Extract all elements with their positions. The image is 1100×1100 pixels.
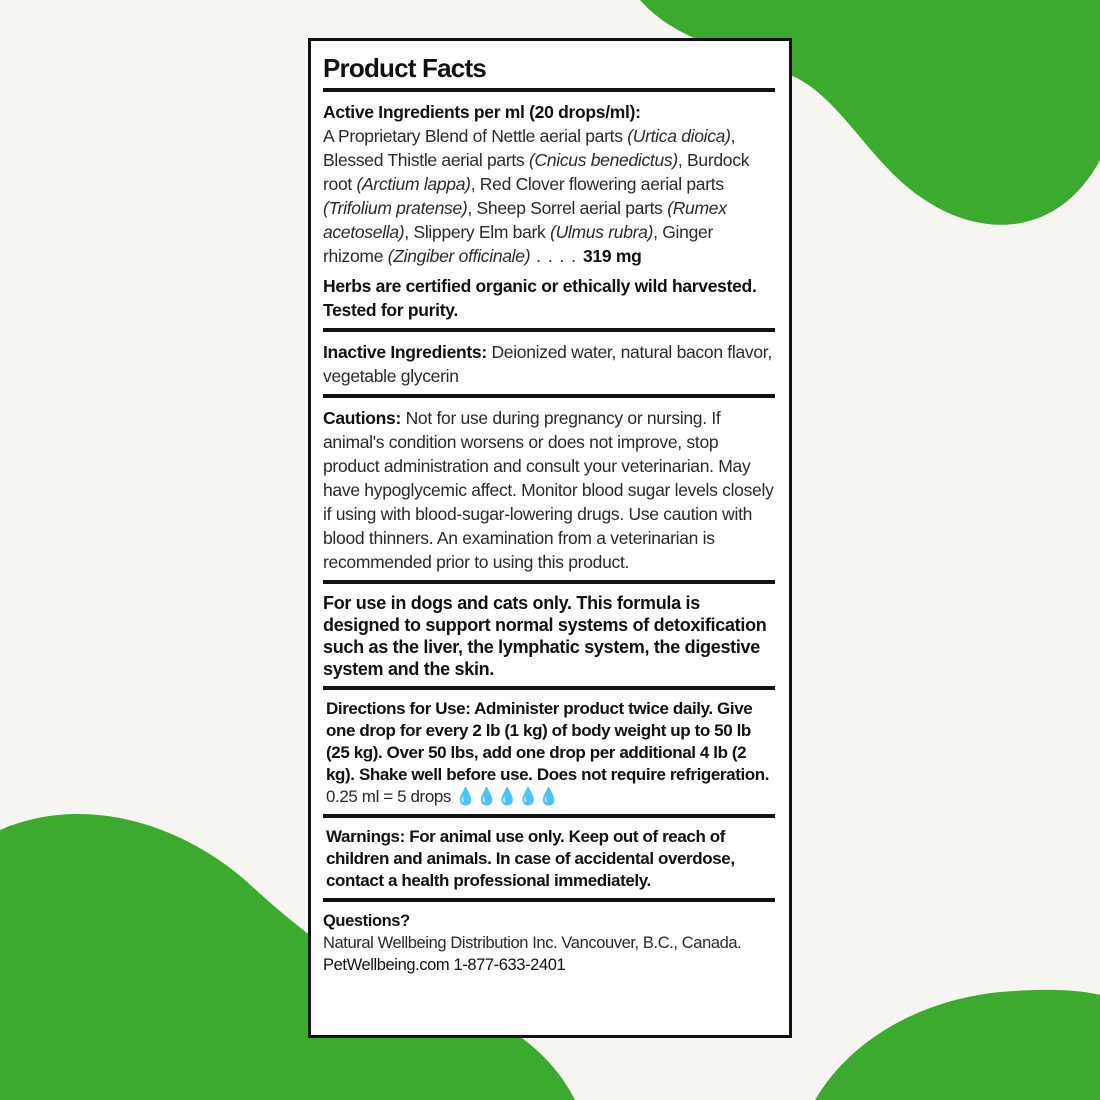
latin-name: (Ulmus rubra) [550, 222, 654, 242]
latin-name: (Urtica dioica) [627, 126, 731, 146]
directions-text [323, 698, 775, 808]
cautions-section [323, 406, 775, 580]
divider [323, 686, 775, 690]
questions-label: Questions? [323, 912, 410, 930]
divider [323, 394, 775, 398]
divider [323, 814, 775, 818]
directions-value: Directions for Use: Administer product twice daily. Give one drop for every 2 lb (1 kg) of body weight up to 50 lb (25 kg). Over 50 lbs, add one drop per additional 4 lb (2 kg). Shake well before use. Does not require refrigeration. [326, 699, 770, 784]
contact-info: PetWellbeing.com 1-877-633-2401 [323, 956, 566, 974]
ingredient-text: , Red Clover flowering aerial parts [470, 174, 724, 194]
active-ingredients-text [323, 124, 775, 268]
directions-section [323, 698, 775, 814]
ingredient-text: , Sheep Sorrel aerial parts [467, 198, 668, 218]
ingredient-text: A Proprietary Blend of Nettle aerial parts [323, 126, 628, 146]
ingredient-text: , Ginger rhizome [323, 222, 713, 266]
inactive-ingredients-value: Deionized water, natural bacon flavor, vegetable glycerin [323, 342, 772, 386]
warnings-label: Warnings: [326, 827, 405, 846]
water-drop-icon: 💧💧💧💧💧 [455, 787, 560, 806]
inactive-ingredients-section [323, 340, 775, 394]
latin-name: (Cnicus benedictus) [528, 150, 678, 170]
ingredient-text: , Blessed Thistle aerial parts [323, 126, 736, 170]
use-statement: For use in dogs and cats only. This formula is designed to support normal systems of detoxification such as the liver, the lymphatic system, the digestive system and the skin. [323, 593, 767, 679]
active-ingredients-heading: Active Ingredients per ml (20 drops/ml): [323, 102, 641, 122]
ingredient-text: , Slippery Elm bark [404, 222, 551, 242]
cautions-label: Cautions: [323, 408, 401, 428]
use-statement-section [323, 592, 775, 686]
latin-name: (Zingiber officinale) [387, 246, 531, 266]
latin-name: (Arctium lappa) [356, 174, 471, 194]
latin-name: (Trifolium pratense) [323, 198, 468, 218]
inactive-ingredients-label: Inactive Ingredients: [323, 342, 487, 362]
inactive-ingredients-text [323, 340, 775, 388]
cautions-value: Not for use during pregnancy or nursing. If animal's condition worsens or does not improve, stop product administration and consult your veterinarian. May have hypoglycemic affect. Monitor blood sugar levels closely if using with blood-sugar-lowering drugs. Use caution with blood thinners. An examination from a veterinarian is recommended prior to using this product. [323, 408, 774, 572]
panel-title: Product Facts [323, 53, 486, 83]
latin-name: (Rumex acetosella) [323, 198, 727, 242]
green-blob-bottom-right [815, 990, 1100, 1100]
blend-amount: 319 mg [583, 246, 642, 266]
divider [323, 580, 775, 584]
herbs-note: Herbs are certified organic or ethically wild harvested. Tested for purity. [323, 276, 757, 320]
active-ingredients-section [323, 100, 775, 328]
questions-section [323, 910, 775, 982]
warnings-section [323, 826, 775, 898]
warnings-value: For animal use only. Keep out of reach of children and animals. In case of accidental overdose, contact a health professional immediately. [326, 827, 735, 890]
warnings-text [323, 826, 775, 892]
leader-dots: . . . . [530, 246, 583, 266]
product-facts-panel [308, 38, 792, 1038]
company-address: Natural Wellbeing Distribution Inc. Vancouver, B.C., Canada. [323, 934, 742, 952]
ingredient-text: , Burdock root [323, 150, 750, 194]
divider [323, 898, 775, 902]
divider [323, 88, 775, 92]
divider [323, 328, 775, 332]
dose-equivalence: 0.25 ml = 5 drops [326, 787, 452, 806]
cautions-text [323, 406, 775, 574]
